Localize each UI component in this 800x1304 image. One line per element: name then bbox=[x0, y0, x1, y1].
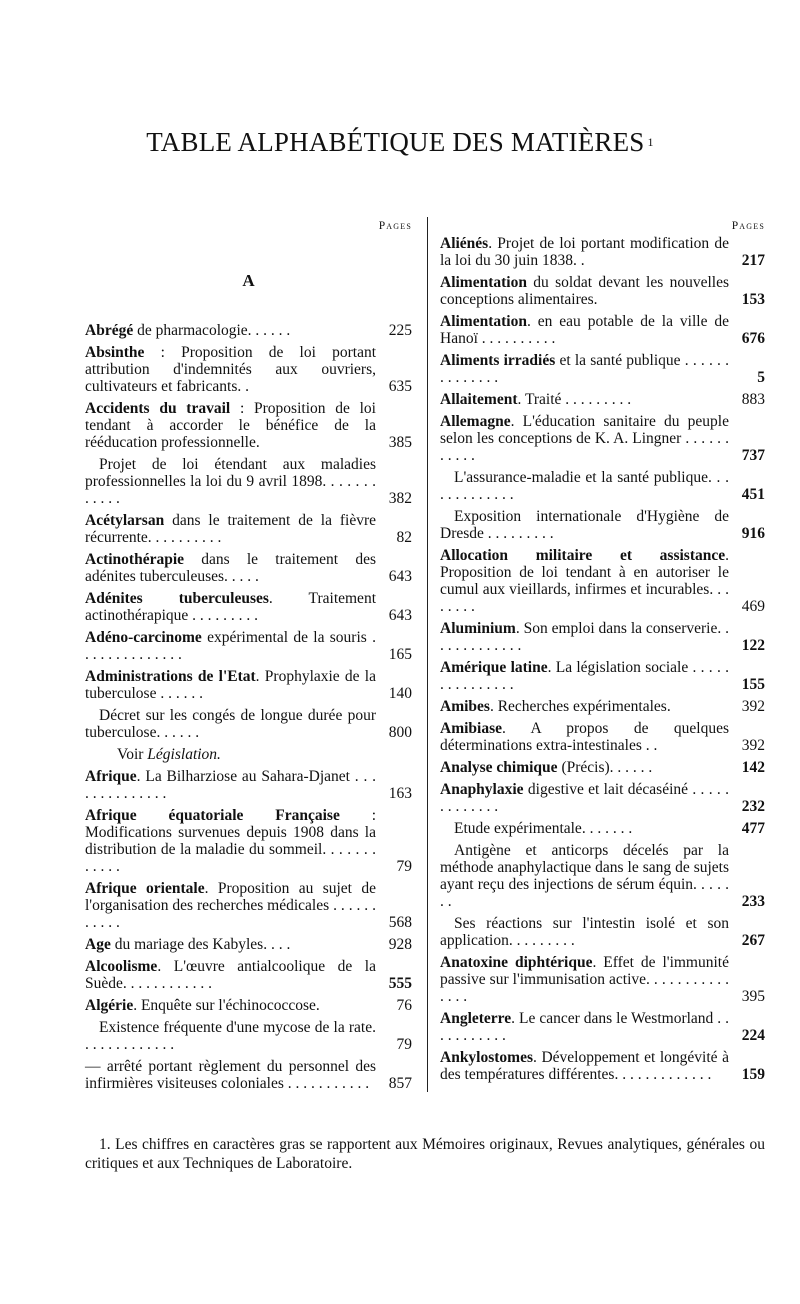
index-description: Existence fréquente d'une mycose de la rate. . . . . . . . . . . . . bbox=[85, 1019, 376, 1053]
index-entry-text bbox=[440, 659, 729, 693]
page-number: 392 bbox=[741, 698, 765, 715]
index-description: : Proposition de loi portant attribution d'indemnités aux ouvriers, cultivateurs et fabricants. . bbox=[85, 344, 376, 395]
index-entry bbox=[85, 668, 412, 702]
index-description: . L'éducation sanitaire du peuple selon les conceptions de K. A. Lingner . . . . . . . . . . . bbox=[440, 413, 729, 464]
index-keyword: Anaphylaxie bbox=[440, 781, 524, 798]
index-keyword: Aluminium bbox=[440, 620, 516, 637]
index-description: Antigène et anticorps décelés par la méthode anaphylactique dans le sang de sujets ayant reçu des injections de sérum équin. . . . . . . bbox=[440, 842, 729, 910]
index-entry bbox=[85, 1058, 412, 1092]
index-keyword: Angleterre bbox=[440, 1010, 512, 1027]
index-entry-text bbox=[85, 344, 376, 395]
index-entry bbox=[85, 746, 412, 763]
index-entry bbox=[440, 698, 765, 715]
index-keyword: Aliments irradiés bbox=[440, 352, 556, 369]
index-keyword: Afrique équatoriale Française bbox=[85, 807, 340, 824]
index-entry-text bbox=[440, 781, 729, 815]
index-description: . Traitement actinothérapique . . . . . . . . . bbox=[85, 590, 376, 624]
index-description: . Proposition de loi tendant à en autoriser le cumul aux vieillards, infirmes et incurables. . . . . . . . bbox=[440, 547, 729, 615]
index-description: (Précis). . . . . . bbox=[557, 759, 653, 776]
index-keyword: Actinothérapie bbox=[85, 551, 185, 568]
pages-header-right: Pages bbox=[731, 220, 765, 232]
column-divider bbox=[427, 217, 428, 1092]
left-column bbox=[85, 218, 412, 1097]
index-keyword: Amibes bbox=[440, 698, 490, 715]
index-entry-text bbox=[85, 1058, 376, 1092]
page-number: 122 bbox=[741, 637, 765, 654]
index-entry-text bbox=[440, 698, 729, 715]
index-entry-text bbox=[440, 235, 729, 269]
index-entry bbox=[440, 274, 765, 308]
index-entry-text bbox=[85, 936, 376, 953]
page-number: 82 bbox=[396, 529, 412, 546]
index-entry bbox=[440, 313, 765, 347]
page-number: 232 bbox=[741, 798, 765, 815]
index-entry bbox=[440, 413, 765, 464]
index-entry bbox=[85, 400, 412, 451]
index-entry bbox=[440, 954, 765, 1005]
index-description: de pharmacologie. . . . . . bbox=[133, 322, 291, 339]
index-entry bbox=[85, 936, 412, 953]
index-keyword: Adéno-carcinome bbox=[85, 629, 202, 646]
index-description: . A propos de quelques déterminations extra-intestinales . . bbox=[440, 720, 729, 754]
index-keyword: Ankylostomes bbox=[440, 1049, 534, 1066]
index-description: digestive et lait décaséiné . . . . . . . . . . . . . bbox=[440, 781, 729, 815]
index-description: — arrêté portant règlement du personnel des infirmières visiteuses coloniales . . . . . . . . . . . bbox=[85, 1058, 376, 1092]
index-entry bbox=[440, 620, 765, 654]
page-number: 165 bbox=[388, 646, 412, 663]
index-entry bbox=[440, 1010, 765, 1044]
index-entry-text bbox=[440, 1049, 729, 1083]
index-entry bbox=[85, 456, 412, 507]
index-entry-text bbox=[85, 746, 376, 763]
index-entry-text bbox=[85, 807, 376, 875]
footnote: 1. Les chiffres en caractères gras se rapportent aux Mémoires originaux, Revues analytiques, générales ou critiques et aux Techniques de Laboratoire. bbox=[85, 1135, 765, 1172]
index-description: . Son emploi dans la conserverie. . . . . . . . . . . . . bbox=[440, 620, 729, 654]
index-keyword: Algérie bbox=[85, 997, 134, 1014]
index-entry bbox=[440, 469, 765, 503]
index-entry-text bbox=[440, 313, 729, 347]
index-keyword: Administrations de l'Etat bbox=[85, 668, 256, 685]
index-entry-text bbox=[440, 820, 729, 837]
index-entry-text bbox=[440, 391, 729, 408]
index-entry-text bbox=[85, 456, 376, 507]
index-description: . en eau potable de la ville de Hanoï . . . . . . . . . . bbox=[440, 313, 729, 347]
page-title bbox=[0, 127, 800, 158]
index-description: Décret sur les congés de longue durée pour tuberculose. . . . . . bbox=[85, 707, 376, 741]
index-entry bbox=[85, 997, 412, 1014]
index-entry-text bbox=[440, 274, 729, 308]
page-number: 163 bbox=[388, 785, 412, 802]
index-entry bbox=[85, 807, 412, 875]
footnote-mark: 1 bbox=[647, 135, 654, 149]
index-description: . Développement et longévité à des températures différentes. . . . . . . . . . . . . bbox=[440, 1049, 729, 1083]
page-number: 451 bbox=[741, 486, 765, 503]
index-description: . La législation sociale . . . . . . . . . . . . . . . bbox=[440, 659, 729, 693]
page-number: 916 bbox=[741, 525, 765, 542]
page-number: 643 bbox=[388, 607, 412, 624]
index-description: Voir bbox=[117, 746, 148, 763]
index-entry-text bbox=[85, 322, 376, 339]
index-description: . Proposition au sujet de l'organisation des recherches médicales . . . . . . . . . . . bbox=[85, 880, 376, 931]
index-keyword: Allaitement bbox=[440, 391, 518, 408]
index-entry-text bbox=[85, 629, 376, 663]
index-entry bbox=[85, 322, 412, 339]
index-see-reference: Législation. bbox=[147, 746, 221, 763]
index-keyword: Allocation militaire et assistance bbox=[440, 547, 726, 564]
page-number: 225 bbox=[388, 322, 412, 339]
index-entry bbox=[85, 1019, 412, 1053]
index-entry bbox=[85, 880, 412, 931]
page-number: 382 bbox=[388, 490, 412, 507]
index-description: . Prophylaxie de la tuberculose . . . . . . bbox=[85, 668, 376, 702]
page-number: 469 bbox=[741, 598, 765, 615]
index-entry bbox=[85, 344, 412, 395]
index-description: Ses réactions sur l'intestin isolé et son application. . . . . . . . . bbox=[440, 915, 729, 949]
index-entry-text bbox=[85, 997, 376, 1014]
right-column bbox=[440, 218, 765, 1088]
index-entry-text bbox=[440, 954, 729, 1005]
index-entry-text bbox=[85, 958, 376, 992]
index-keyword: Amérique latine bbox=[440, 659, 548, 676]
index-entry bbox=[85, 707, 412, 741]
index-keyword: Analyse chimique bbox=[440, 759, 558, 776]
index-keyword: Alcoolisme bbox=[85, 958, 158, 975]
index-entry-text bbox=[440, 1010, 729, 1044]
page-number: 267 bbox=[741, 932, 765, 949]
page-number: 643 bbox=[388, 568, 412, 585]
page-number: 5 bbox=[757, 369, 765, 386]
index-entry bbox=[440, 781, 765, 815]
index-entry-text bbox=[440, 720, 729, 754]
index-description: . Le cancer dans le Westmorland . . . . . . . . . . . bbox=[440, 1010, 729, 1044]
index-entry bbox=[85, 512, 412, 546]
index-keyword: Acétylarsan bbox=[85, 512, 165, 529]
index-keyword: Accidents du travail bbox=[85, 400, 231, 417]
page-number: 153 bbox=[741, 291, 765, 308]
index-description: Projet de loi étendant aux maladies professionnelles la loi du 9 avril 1898. . . . . . . . . . . . bbox=[85, 456, 376, 507]
index-entry-text bbox=[85, 590, 376, 624]
page-number: 928 bbox=[388, 936, 412, 953]
page-number: 555 bbox=[388, 975, 412, 992]
page-number: 857 bbox=[388, 1075, 412, 1092]
index-entry-text bbox=[85, 512, 376, 546]
index-description: . La Bilharziose au Sahara-Djanet . . . . . . . . . . . . . . bbox=[85, 768, 376, 802]
index-entry-text bbox=[85, 768, 376, 802]
index-entry-text bbox=[85, 400, 376, 451]
index-entry bbox=[85, 768, 412, 802]
right-entry-list bbox=[440, 235, 765, 1083]
page-number: 233 bbox=[741, 893, 765, 910]
index-description: : Proposition de loi tendant à accorder le bénéfice de la rééducation professionnelle. bbox=[85, 400, 376, 451]
index-entry bbox=[440, 547, 765, 615]
index-keyword: Afrique orientale bbox=[85, 880, 205, 897]
index-description: et la santé publique . . . . . . . . . . . . . . bbox=[440, 352, 729, 386]
page-number: 140 bbox=[388, 685, 412, 702]
index-description: Etude expérimentale. . . . . . . bbox=[454, 820, 633, 837]
left-entry-list bbox=[85, 322, 412, 1092]
index-keyword: Absinthe bbox=[85, 344, 145, 361]
index-description: . Traité . . . . . . . . . bbox=[517, 391, 632, 408]
index-entry-text bbox=[85, 1019, 376, 1053]
index-entry bbox=[440, 759, 765, 776]
page-number: 385 bbox=[388, 434, 412, 451]
index-entry bbox=[85, 590, 412, 624]
index-entry-text bbox=[440, 759, 729, 776]
index-keyword: Abrégé bbox=[85, 322, 134, 339]
index-keyword: Afrique bbox=[85, 768, 137, 785]
index-entry-text bbox=[440, 508, 729, 542]
index-entry-text bbox=[85, 880, 376, 931]
index-entry-text bbox=[440, 915, 729, 949]
index-description: du mariage des Kabyles. . . . bbox=[110, 936, 291, 953]
index-entry bbox=[440, 1049, 765, 1083]
page-number: 79 bbox=[396, 858, 412, 875]
index-entry-text bbox=[85, 668, 376, 702]
index-entry bbox=[440, 720, 765, 754]
page-number: 217 bbox=[741, 252, 765, 269]
index-entry bbox=[440, 820, 765, 837]
index-entry-text bbox=[440, 547, 729, 615]
index-entry bbox=[440, 842, 765, 910]
page-number: 142 bbox=[741, 759, 765, 776]
index-keyword: Amibiase bbox=[440, 720, 502, 737]
index-description: : Modifications survenues depuis 1908 dans la distribution de la maladie du sommeil. . . . . . . . . . . . bbox=[85, 807, 376, 875]
index-entry bbox=[440, 352, 765, 386]
index-entry bbox=[440, 391, 765, 408]
index-entry bbox=[440, 508, 765, 542]
pages-header-left: Pages bbox=[378, 220, 412, 232]
page-number: 392 bbox=[741, 737, 765, 754]
index-keyword: Age bbox=[85, 936, 111, 953]
index-entry-text bbox=[440, 620, 729, 654]
page-number: 676 bbox=[741, 330, 765, 347]
page-number: 159 bbox=[741, 1066, 765, 1083]
index-entry bbox=[85, 551, 412, 585]
index-entry bbox=[440, 659, 765, 693]
index-description: . Effet de l'immunité passive sur l'immunisation active. . . . . . . . . . . . . . . bbox=[440, 954, 729, 1005]
page-number: 883 bbox=[741, 391, 765, 408]
index-description: L'assurance-maladie et la santé publique. . . . . . . . . . . . . bbox=[440, 469, 729, 503]
page-number: 395 bbox=[741, 988, 765, 1005]
index-entry-text bbox=[85, 707, 376, 741]
page-number: 635 bbox=[388, 378, 412, 395]
page-title-text: TABLE ALPHABÉTIQUE DES MATIÈRES bbox=[146, 127, 645, 157]
index-keyword: Anatoxine diphtérique bbox=[440, 954, 593, 971]
index-entry bbox=[440, 235, 765, 269]
page-number: 800 bbox=[388, 724, 412, 741]
page-number: 477 bbox=[741, 820, 765, 837]
index-description: dans le traitement de la fièvre récurrente. . . . . . . . . . bbox=[85, 512, 376, 546]
section-letter: A bbox=[242, 271, 255, 290]
index-keyword: Adénites tuberculeuses bbox=[85, 590, 269, 607]
index-keyword: Aliénés bbox=[440, 235, 489, 252]
index-description: . L'œuvre antialcoolique de la Suède. . . . . . . . . . . . bbox=[85, 958, 376, 992]
page-number: 224 bbox=[741, 1027, 765, 1044]
page-number: 76 bbox=[396, 997, 412, 1014]
page-number: 737 bbox=[741, 447, 765, 464]
index-entry-text bbox=[440, 469, 729, 503]
page-number: 155 bbox=[741, 676, 765, 693]
page-number: 568 bbox=[388, 914, 412, 931]
index-description: expérimental de la souris . . . . . . . . . . . . . . bbox=[85, 629, 376, 663]
index-keyword: Alimentation bbox=[440, 313, 527, 330]
index-description: . Enquête sur l'échinococcose. bbox=[133, 997, 320, 1014]
index-entry bbox=[85, 958, 412, 992]
index-description: . Projet de loi portant modification de la loi du 30 juin 1838. . bbox=[440, 235, 729, 269]
index-description: Exposition internationale d'Hygiène de Dresde . . . . . . . . . bbox=[440, 508, 729, 542]
page-number: 79 bbox=[396, 1036, 412, 1053]
index-keyword: Alimentation bbox=[440, 274, 527, 291]
index-entry-text bbox=[440, 842, 729, 910]
index-description: du soldat devant les nouvelles conceptions alimentaires. bbox=[440, 274, 729, 308]
index-description: dans le traitement des adénites tuberculeuses. . . . . bbox=[85, 551, 376, 585]
index-entry-text bbox=[85, 551, 376, 585]
index-entry bbox=[440, 915, 765, 949]
index-description: . Recherches expérimentales. bbox=[489, 698, 671, 715]
index-entry-text bbox=[440, 413, 729, 464]
index-keyword: Allemagne bbox=[440, 413, 511, 430]
index-entry-text bbox=[440, 352, 729, 386]
index-entry bbox=[85, 629, 412, 663]
